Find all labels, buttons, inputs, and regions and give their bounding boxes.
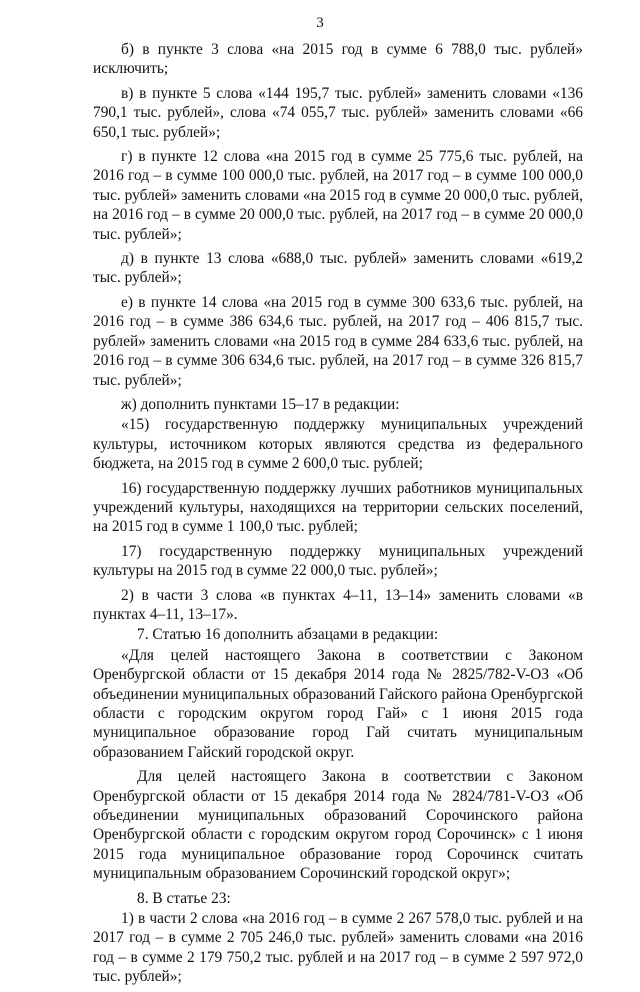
paragraph-v: в) в пункте 5 слова «144 195,7 тыс. рублей» заменить словами «136 790,1 тыс. рублей», слова «74 055,7 тыс. рублей» заменить словами «66 650,1 тыс. рублей»; bbox=[93, 84, 583, 141]
paragraph-article-23: 8. В статье 23: bbox=[137, 889, 231, 907]
paragraph-article-16: 7. Статью 16 дополнить абзацами в редакции: bbox=[137, 626, 439, 644]
paragraph-d: д) в пункте 13 слова «688,0 тыс. рублей» заменить словами «619,2 тыс. рублей»; bbox=[93, 250, 583, 287]
paragraph-gai: «Для целей настоящего Закона в соответствии с Законом Оренбургской области от 15 декабря 2014 года № 2825/782-V-ОЗ «Об объединении муниципальных образований Гайского района Оренбургской области с городским округом город Гай» с 1 июня 2015 года муниципальное образование город Гай считать муниципальным образованием Гайский городской округ. bbox=[93, 646, 583, 761]
paragraph-item-16: 16) государственную поддержку лучших работников муниципальных учреждений культуры, находящихся на территории сельских поселений, на 2015 год в сумме 1 100,0 тыс. рублей; bbox=[93, 479, 583, 536]
paragraph-zh: ж) дополнить пунктами 15–17 в редакции: bbox=[121, 395, 400, 413]
paragraph-b: б) в пункте 3 слова «на 2015 год в сумме 6 788,0 тыс. рублей» исключить; bbox=[93, 41, 583, 78]
document-body bbox=[93, 40, 583, 992]
paragraph-sorochinsk: Для целей настоящего Закона в соответствии с Законом Оренбургской области от 15 декабря 2014 года № 2824/781-V-ОЗ «Об объединении муниципальных образований Сорочинского района Оренбургской области с городским округом город Сорочинск» с 1 июня 2015 года муниципальное образование город Сорочинск считать муниципальным образованием Сорочинский городской округ»; bbox=[93, 768, 583, 883]
paragraph-g: г) в пункте 12 слова «на 2015 год в сумме 25 775,6 тыс. рублей, на 2016 год – в сумме 100 000,0 тыс. рублей, на 2017 год – в сумме 100 000,0 тыс. рублей» заменить словами «на 2015 год в сумме 20 000,0 тыс. рублей, на 2016 год – в сумме 20 000,0 тыс. рублей, на 2017 год – в сумме 20 000,0 тыс. рублей»; bbox=[93, 148, 583, 243]
page-number: 3 bbox=[316, 15, 324, 31]
paragraph-item-17: 17) государственную поддержку муниципальных учреждений культуры на 2015 год в сумме 22 000,0 тыс. рублей»; bbox=[93, 542, 583, 580]
paragraph-item-15: «15) государственную поддержку муниципальных учреждений культуры, источником которых являются средства из федерального бюджета, на 2015 год в сумме 2 600,0 тыс. рублей; bbox=[93, 416, 583, 473]
paragraph-part-3: 2) в части 3 слова «в пунктах 4–11, 13–14» заменить словами «в пунктах 4–11, 13–17». bbox=[93, 586, 583, 623]
paragraph-e: е) в пункте 14 слова «на 2015 год в сумме 300 633,6 тыс. рублей, на 2016 год – в сумме 386 634,6 тыс. рублей, на 2017 год – 406 815,7 тыс. рублей» заменить словами «на 2015 год в сумме 284 633,6 тыс. рублей, на 2016 год – в сумме 306 634,6 тыс. рублей, на 2017 год – в сумме 326 815,7 тыс. рублей»; bbox=[93, 293, 583, 389]
paragraph-part-2: 1) в части 2 слова «на 2016 год – в сумме 2 267 578,0 тыс. рублей и на 2017 год – в сумме 2 705 246,0 тыс. рублей» заменить словами «на 2016 год – в сумме 2 179 750,2 тыс. рублей и на 2017 год – в сумме 2 597 972,0 тыс. рублей»; bbox=[93, 910, 583, 986]
